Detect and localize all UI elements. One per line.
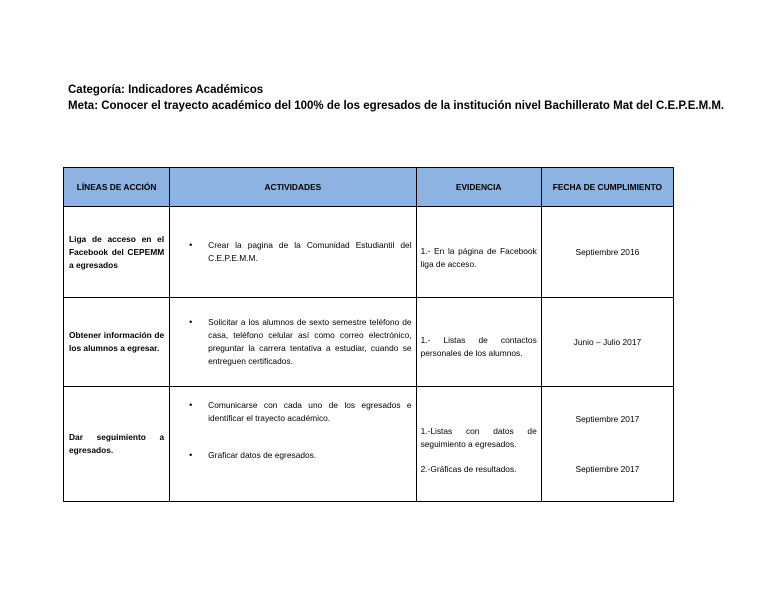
actividades-cell bbox=[170, 298, 416, 387]
activity-text: Graficar datos de egresados. bbox=[208, 450, 317, 460]
linea-cell: Dar seguimiento a egresados. bbox=[64, 387, 170, 502]
bullet-icon: • bbox=[189, 400, 193, 410]
table-row bbox=[64, 207, 674, 298]
document-heading bbox=[68, 82, 748, 114]
fecha-cell bbox=[541, 207, 673, 298]
table-header-row bbox=[64, 168, 674, 207]
header-evidencia: EVIDENCIA bbox=[416, 168, 541, 207]
linea-cell: Obtener información de los alumnos a egresar. bbox=[64, 298, 170, 387]
date-text: Septiembre 2016 bbox=[575, 246, 640, 257]
activity-text: Comunicarse con cada uno de los egresados e identificar el trayecto académico. bbox=[208, 400, 412, 423]
activity-item bbox=[180, 399, 411, 425]
evidencia-cell bbox=[416, 387, 541, 502]
date-text: Junio – Julio 2017 bbox=[573, 336, 642, 347]
activity-item bbox=[180, 316, 411, 368]
activity-text: Crear la pagina de la Comunidad Estudiantil del C.E.P.E.M.M. bbox=[208, 240, 412, 263]
table-row bbox=[64, 387, 674, 502]
activity-text: Solicitar a los alumnos de sexto semestre teléfono de casa, teléfono celular así como correo electrónico, preguntar la carrera tentativa a estudiar, cuando se entreguen certificados. bbox=[208, 317, 412, 366]
fecha-cell bbox=[541, 387, 673, 502]
evidence-text: 2.-Gráficas de resultados. bbox=[420, 463, 517, 474]
date-text: Septiembre 2017 bbox=[575, 463, 640, 474]
fecha-cell bbox=[541, 298, 673, 387]
action-plan-table bbox=[63, 167, 674, 502]
actividades-cell bbox=[170, 207, 416, 298]
header-lineas: LÍNEAS DE ACCIÓN bbox=[64, 168, 170, 207]
evidencia-cell bbox=[416, 298, 541, 387]
activity-item bbox=[180, 239, 411, 265]
bullet-icon: • bbox=[189, 240, 193, 250]
bullet-icon: • bbox=[189, 317, 193, 327]
table-row bbox=[64, 298, 674, 387]
category-title: Categoría: Indicadores Académicos bbox=[68, 84, 264, 96]
spacer bbox=[180, 425, 411, 449]
evidence-text: 1.- En la página de Facebook liga de acceso. bbox=[420, 246, 537, 269]
actividades-cell bbox=[170, 387, 416, 502]
linea-cell: Liga de acceso en el Facebook del CEPEMM a egresados bbox=[64, 207, 170, 298]
spacer bbox=[421, 451, 537, 463]
evidence-text: 1.- Listas de contactos personales de los alumnos. bbox=[420, 335, 537, 358]
goal-statement: Meta: Conocer el trayecto académico del 100% de los egresados de la institución nivel Bachillerato Mat del C.E.P.E.M.M. bbox=[68, 100, 725, 112]
evidence-text: 1.-Listas con datos de seguimiento a egresados. bbox=[420, 425, 537, 449]
date-text: Septiembre 2017 bbox=[575, 413, 640, 424]
header-fecha: FECHA DE CUMPLIMIENTO bbox=[541, 168, 673, 207]
activity-item bbox=[180, 449, 411, 462]
bullet-icon: • bbox=[189, 450, 193, 460]
header-actividades: ACTIVIDADES bbox=[170, 168, 416, 207]
evidencia-cell bbox=[416, 207, 541, 298]
